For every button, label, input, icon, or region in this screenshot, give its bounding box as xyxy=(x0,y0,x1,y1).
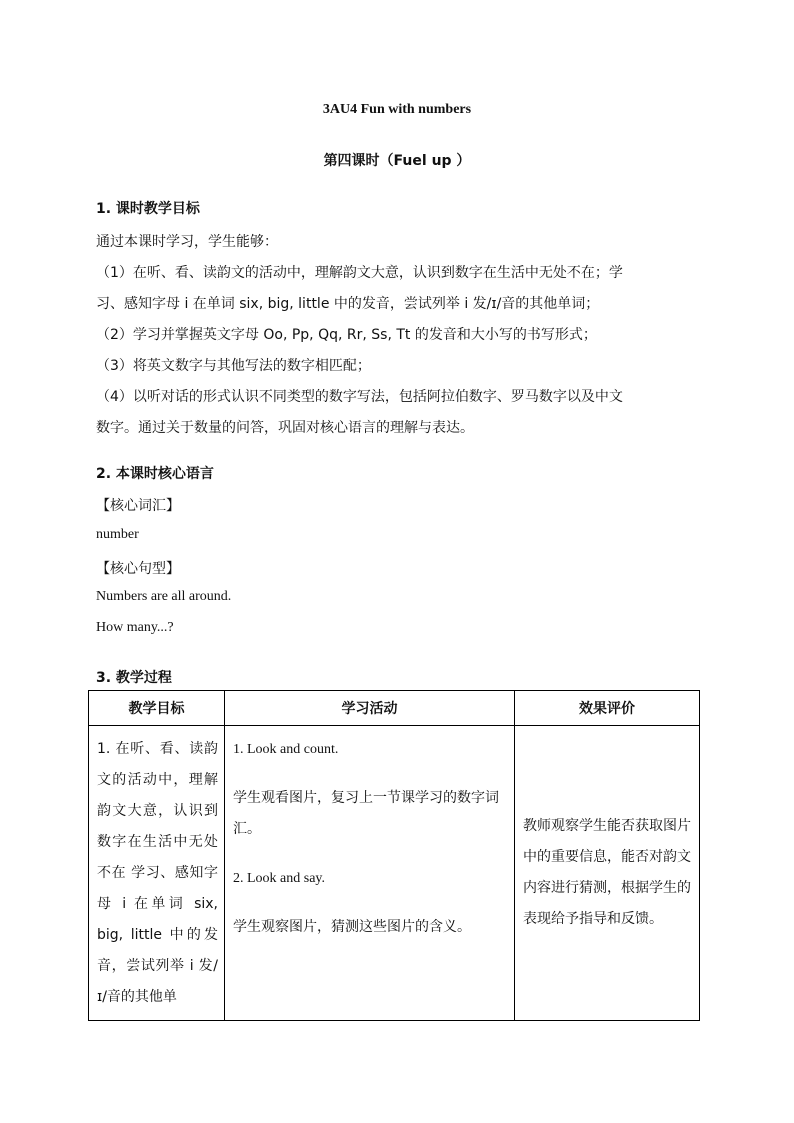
activity-description: 学生观察图片，猜测这些图片的含义。 xyxy=(233,919,471,935)
evaluation-cell: 教师观察学生能否获取图片中的重要信息，能否对韵文内容进行猜测，根据学生的表现给予指导和反馈。 xyxy=(515,726,700,1021)
activity-description: 学生观看图片，复习上一节课学习的数字词汇。 xyxy=(233,790,499,837)
pattern-item: How many...? xyxy=(96,620,174,635)
activity-title: 2. Look and say. xyxy=(233,871,326,886)
objective-line: 数字。通过关于数量的问答，巩固对核心语言的理解与表达。 xyxy=(96,420,474,436)
objective-line: （1）在听、看、读韵文的活动中，理解韵文大意，认识到数字在生活中无处不在；学 xyxy=(96,265,623,281)
pattern-item: Numbers are all around. xyxy=(96,589,232,604)
document-title: 3AU4 Fun with numbers xyxy=(322,102,472,117)
vocab-label: 【核心词汇】 xyxy=(96,498,180,514)
activity-title: 1. Look and count. xyxy=(233,742,339,757)
section3-heading: 3. 教学过程 xyxy=(96,670,172,686)
objective-line: （3）将英文数字与其他写法的数字相匹配； xyxy=(96,358,371,374)
header-goal: 教学目标 xyxy=(89,691,225,726)
header-activity: 学习活动 xyxy=(225,691,515,726)
lesson-subtitle: 第四课时（Fuel up ） xyxy=(323,153,471,169)
header-evaluation: 效果评价 xyxy=(515,691,700,726)
teaching-process-table xyxy=(88,690,700,1021)
pattern-label: 【核心句型】 xyxy=(96,561,180,577)
section1-heading: 1. 课时教学目标 xyxy=(96,201,200,217)
table-header-row xyxy=(89,691,700,726)
table-row xyxy=(89,726,700,1021)
goal-cell: 1. 在听、看、读韵文的活动中，理解韵文大意，认识到数字在生活中无处不在 学习、感知字母 i 在单词 six, big, little 中的发音，尝试列举 i 发/ɪ/音的其他单 xyxy=(89,726,225,1021)
section2-heading: 2. 本课时核心语言 xyxy=(96,466,214,482)
vocab-item: number xyxy=(96,527,139,542)
activity-cell xyxy=(225,726,515,1021)
objective-line: 习、感知字母 i 在单词 six, big, little 中的发音，尝试列举 i 发/ɪ/音的其他单词； xyxy=(96,296,600,312)
objective-line: （4）以听对话的形式认识不同类型的数字写法，包括阿拉伯数字、罗马数字以及中文 xyxy=(96,389,623,405)
section1-intro: 通过本课时学习，学生能够： xyxy=(96,234,278,250)
objective-line: （2）学习并掌握英文字母 Oo, Pp, Qq, Rr, Ss, Tt 的发音和大小写的书写形式； xyxy=(96,327,597,343)
